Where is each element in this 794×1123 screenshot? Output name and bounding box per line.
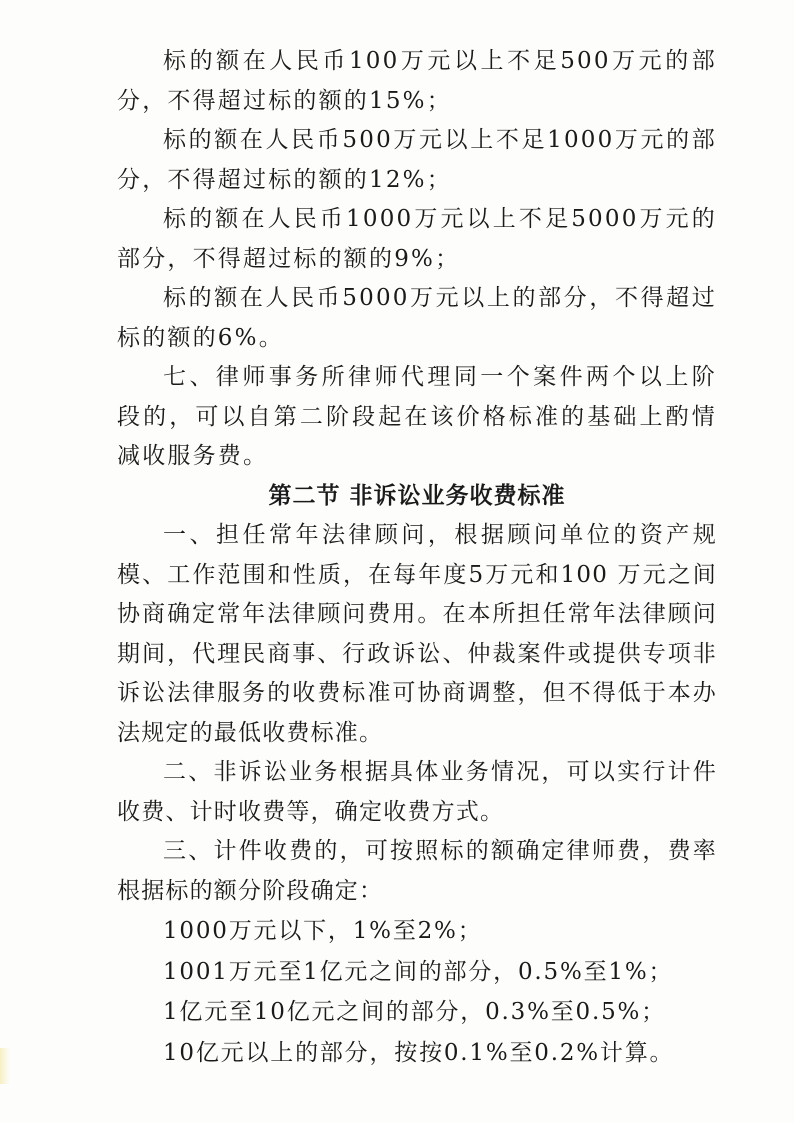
fee-tier-item: 1001万元至1亿元之间的部分，0.5%至1%；	[163, 958, 674, 985]
fee-paragraph-12-percent: 标的额在人民币500万元以上不足1000万元的部分，不得超过标的额的12%；	[117, 127, 717, 193]
scan-smudge	[0, 1048, 10, 1084]
fee-paragraph-9-percent: 标的额在人民币1000万元以上不足5000万元的部分，不得超过标的额的9%；	[117, 206, 717, 272]
clause-one-paragraph: 一、担任常年法律顾问，根据顾问单位的资产规模、工作范围和性质，在每年度5万元和100 万元之间协商确定常年法律顾问费用。在本所担任常年法律顾问期间，代理民商事、行政诉讼、仲裁案件或提供专项非诉讼法律服务的收费标准可协商调整，但不得低于本办法规定的最低收费标准。	[117, 522, 717, 746]
fee-tier-item: 10亿元以上的部分，按按0.1%至0.2%计算。	[163, 1039, 675, 1066]
fee-paragraph-15-percent: 标的额在人民币100万元以上不足500万元的部分，不得超过标的额的15%；	[117, 48, 717, 114]
clause-seven-paragraph: 七、律师事务所律师代理同一个案件两个以上阶段的，可以自第二阶段起在该价格标准的基础上酌情减收服务费。	[117, 364, 717, 469]
fee-tier-item: 1000万元以下，1%至2%；	[163, 918, 483, 944]
fee-tier-item: 1亿元至10亿元之间的部分，0.3%至0.5%；	[163, 999, 666, 1025]
document-body	[117, 42, 717, 1073]
section-heading: 第二节 非诉讼业务收费标准	[268, 482, 566, 509]
fee-paragraph-6-percent: 标的额在人民币5000万元以上的部分，不得超过标的额的6%。	[117, 285, 717, 351]
clause-three-paragraph: 三、计件收费的，可按照标的额确定律师费，费率根据标的额分阶段确定：	[117, 838, 717, 904]
clause-two-paragraph: 二、非诉讼业务根据具体业务情况，可以实行计件收费、计时收费等，确定收费方式。	[117, 759, 717, 825]
